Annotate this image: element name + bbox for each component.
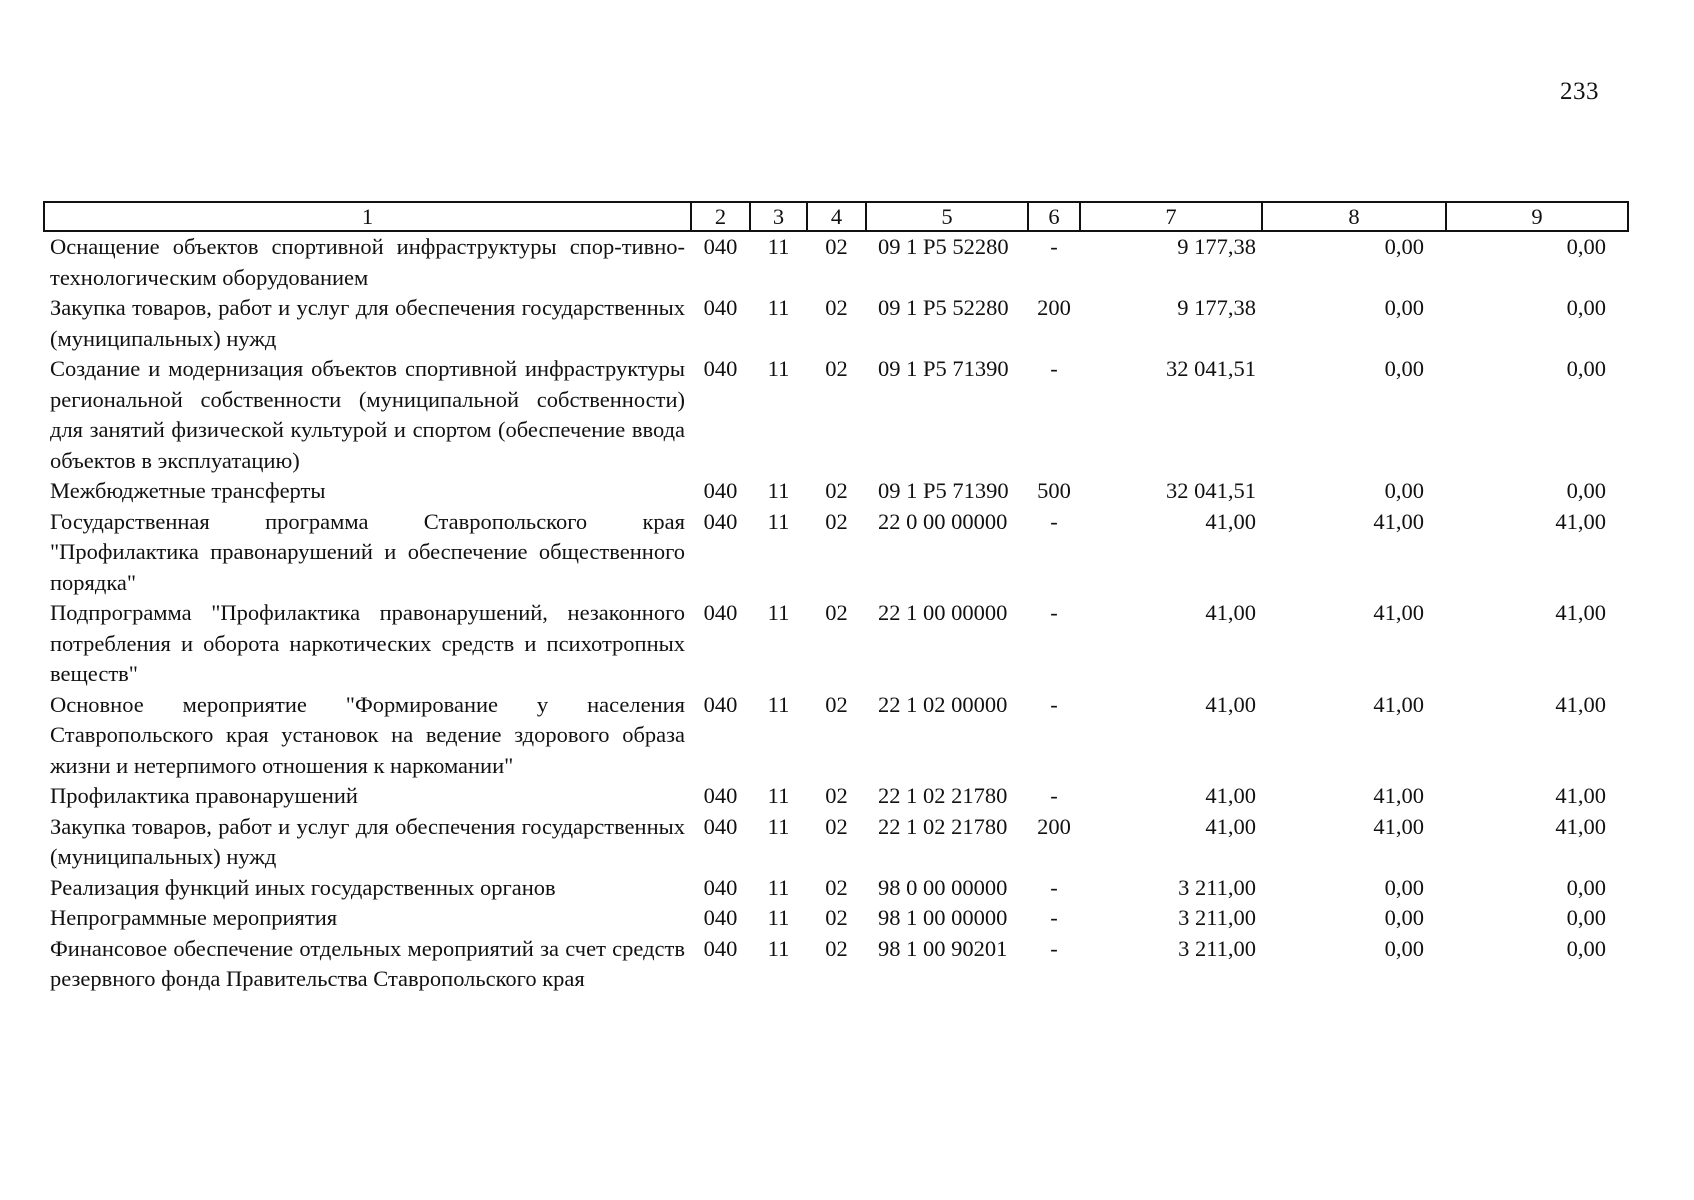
amount-col7: 32 041,51 — [1166, 478, 1256, 503]
amount-col7: 32 041,51 — [1166, 356, 1256, 381]
amount-col7: 3 211,00 — [1178, 935, 1256, 961]
amount-col9: 41,00 — [1555, 813, 1606, 839]
target-article-code: 22 1 02 21780 — [878, 783, 1008, 808]
table-row — [44, 476, 1628, 507]
subsection-code: 02 — [825, 600, 848, 625]
target-article-code: 98 1 00 00000 — [878, 905, 1008, 930]
expense-type-code: - — [1050, 783, 1058, 808]
amount-col8: 0,00 — [1384, 478, 1424, 503]
amount-col7: 3 211,00 — [1178, 874, 1256, 900]
item-name: Реализация функций иных государственных органов — [50, 874, 556, 900]
amount-col8: 41,00 — [1373, 813, 1424, 839]
amount-col7: 9 177,38 — [1177, 295, 1256, 320]
ministry-code: 040 — [703, 935, 738, 961]
amount-col9: 0,00 — [1566, 356, 1606, 381]
header-row — [44, 202, 1628, 231]
section-code: 11 — [767, 691, 790, 717]
table-row — [44, 690, 1628, 782]
ministry-code: 040 — [703, 691, 738, 717]
expense-type-code: 200 — [1037, 295, 1071, 320]
table-row — [44, 873, 1628, 904]
subsection-code: 02 — [825, 478, 848, 503]
subsection-code: 02 — [825, 783, 848, 808]
subsection-code: 02 — [825, 935, 848, 961]
subsection-code: 02 — [825, 813, 848, 839]
page-number: 233 — [1560, 78, 1599, 105]
amount-col8: 0,00 — [1384, 935, 1424, 961]
target-article-code: 09 1 P5 52280 — [878, 295, 1009, 320]
ministry-code: 040 — [703, 295, 738, 320]
section-code: 11 — [767, 356, 790, 381]
subsection-code: 02 — [825, 905, 848, 930]
target-article-code: 22 1 02 00000 — [878, 691, 1008, 717]
amount-col8: 0,00 — [1384, 905, 1424, 930]
section-code: 11 — [767, 905, 790, 930]
expense-type-code: - — [1050, 935, 1058, 961]
expense-type-code: - — [1050, 905, 1058, 930]
amount-col7: 9 177,38 — [1177, 234, 1256, 259]
subsection-code: 02 — [825, 356, 848, 381]
ministry-code: 040 — [703, 874, 738, 900]
section-code: 11 — [767, 783, 790, 808]
amount-col7: 41,00 — [1205, 508, 1256, 534]
item-name: Закупка товаров, работ и услуг для обеспечения государственных (муниципальных) нужд — [50, 813, 685, 869]
amount-col9: 0,00 — [1566, 478, 1606, 503]
target-article-code: 09 1 P5 71390 — [878, 478, 1009, 503]
target-article-code: 22 1 00 00000 — [878, 600, 1008, 625]
table-row — [44, 507, 1628, 599]
amount-col9: 0,00 — [1566, 935, 1606, 961]
amount-col9: 41,00 — [1555, 783, 1606, 808]
header-cell: 7 — [1080, 202, 1262, 231]
ministry-code: 040 — [703, 234, 738, 259]
expense-type-code: - — [1050, 234, 1058, 259]
expense-type-code: - — [1050, 600, 1058, 625]
amount-col8: 0,00 — [1384, 874, 1424, 900]
header-cell: 8 — [1262, 202, 1446, 231]
section-code: 11 — [767, 813, 790, 839]
target-article-code: 22 1 02 21780 — [878, 813, 1008, 839]
item-name: Профилактика правонарушений — [50, 783, 358, 808]
header-cell: 4 — [807, 202, 866, 231]
section-code: 11 — [767, 935, 790, 961]
header-cell: 9 — [1446, 202, 1628, 231]
header-cell: 5 — [866, 202, 1028, 231]
table-row — [44, 903, 1628, 934]
amount-col8: 41,00 — [1373, 691, 1424, 717]
target-article-code: 09 1 P5 71390 — [878, 356, 1009, 381]
amount-col8: 0,00 — [1384, 295, 1424, 320]
amount-col7: 3 211,00 — [1178, 905, 1256, 930]
subsection-code: 02 — [825, 691, 848, 717]
section-code: 11 — [767, 600, 790, 625]
amount-col9: 41,00 — [1555, 600, 1606, 625]
header-cell: 1 — [44, 202, 691, 231]
budget-table — [43, 201, 1629, 995]
expense-type-code: - — [1050, 691, 1058, 717]
ministry-code: 040 — [703, 905, 738, 930]
target-article-code: 98 1 00 90201 — [878, 935, 1008, 961]
table-row — [44, 231, 1628, 293]
ministry-code: 040 — [703, 478, 738, 503]
header-cell: 6 — [1028, 202, 1080, 231]
target-article-code: 22 0 00 00000 — [878, 508, 1008, 534]
target-article-code: 09 1 P5 52280 — [878, 234, 1009, 259]
item-name: Государственная программа Ставропольского края "Профилактика правонарушений и обеспечение общественного порядка" — [50, 508, 685, 595]
target-article-code: 98 0 00 00000 — [878, 874, 1008, 900]
ministry-code: 040 — [703, 813, 738, 839]
expense-type-code: - — [1050, 874, 1058, 900]
header-cell: 3 — [750, 202, 807, 231]
amount-col9: 0,00 — [1566, 905, 1606, 930]
ministry-code: 040 — [703, 508, 738, 534]
header-cell: 2 — [691, 202, 750, 231]
expense-type-code: 500 — [1037, 478, 1071, 503]
amount-col7: 41,00 — [1205, 691, 1256, 717]
expense-type-code: 200 — [1037, 813, 1071, 839]
amount-col8: 0,00 — [1384, 234, 1424, 259]
table-row — [44, 812, 1628, 873]
ministry-code: 040 — [703, 600, 738, 625]
item-name: Подпрограмма "Профилактика правонарушений, незаконного потребления и оборота наркотических средств и психотропных веществ" — [50, 600, 685, 686]
item-name: Финансовое обеспечение отдельных мероприятий за счет средств резервного фонда Правительства Ставропольского края — [50, 935, 685, 991]
section-code: 11 — [767, 234, 790, 259]
amount-col7: 41,00 — [1205, 813, 1256, 839]
amount-col8: 41,00 — [1373, 600, 1424, 625]
table-row — [44, 934, 1628, 995]
item-name: Основное мероприятие "Формирование у населения Ставропольского края установок на ведение здорового образа жизни и нетерпимого отношения к наркомании" — [50, 691, 685, 778]
table-row — [44, 354, 1628, 476]
item-name: Непрограммные мероприятия — [50, 905, 338, 930]
section-code: 11 — [767, 874, 790, 900]
item-name: Закупка товаров, работ и услуг для обеспечения государственных (муниципальных) нужд — [50, 295, 685, 351]
amount-col8: 41,00 — [1373, 783, 1424, 808]
item-name: Межбюджетные трансферты — [50, 478, 326, 503]
section-code: 11 — [767, 295, 790, 320]
table-row — [44, 293, 1628, 354]
item-name: Создание и модернизация объектов спортивной инфраструктуры региональной собственности (муниципальной собственности) для занятий физической культурой и спортом (обеспечение ввода объектов в эксплуатацию) — [50, 356, 685, 473]
amount-col9: 0,00 — [1566, 295, 1606, 320]
amount-col9: 41,00 — [1555, 691, 1606, 717]
subsection-code: 02 — [825, 295, 848, 320]
amount-col8: 41,00 — [1373, 508, 1424, 534]
expense-type-code: - — [1050, 356, 1058, 381]
ministry-code: 040 — [703, 783, 738, 808]
subsection-code: 02 — [825, 874, 848, 900]
section-code: 11 — [767, 508, 790, 534]
subsection-code: 02 — [825, 508, 848, 534]
ministry-code: 040 — [703, 356, 738, 381]
amount-col8: 0,00 — [1384, 356, 1424, 381]
amount-col9: 0,00 — [1566, 234, 1606, 259]
item-name: Оснащение объектов спортивной инфраструктуры спор-тивно-технологическим оборудованием — [50, 234, 685, 290]
amount-col7: 41,00 — [1205, 783, 1256, 808]
table-row — [44, 598, 1628, 690]
section-code: 11 — [767, 478, 790, 503]
amount-col9: 41,00 — [1555, 508, 1606, 534]
expense-type-code: - — [1050, 508, 1058, 534]
subsection-code: 02 — [825, 234, 848, 259]
amount-col9: 0,00 — [1566, 874, 1606, 900]
amount-col7: 41,00 — [1205, 600, 1256, 625]
table-row — [44, 781, 1628, 812]
